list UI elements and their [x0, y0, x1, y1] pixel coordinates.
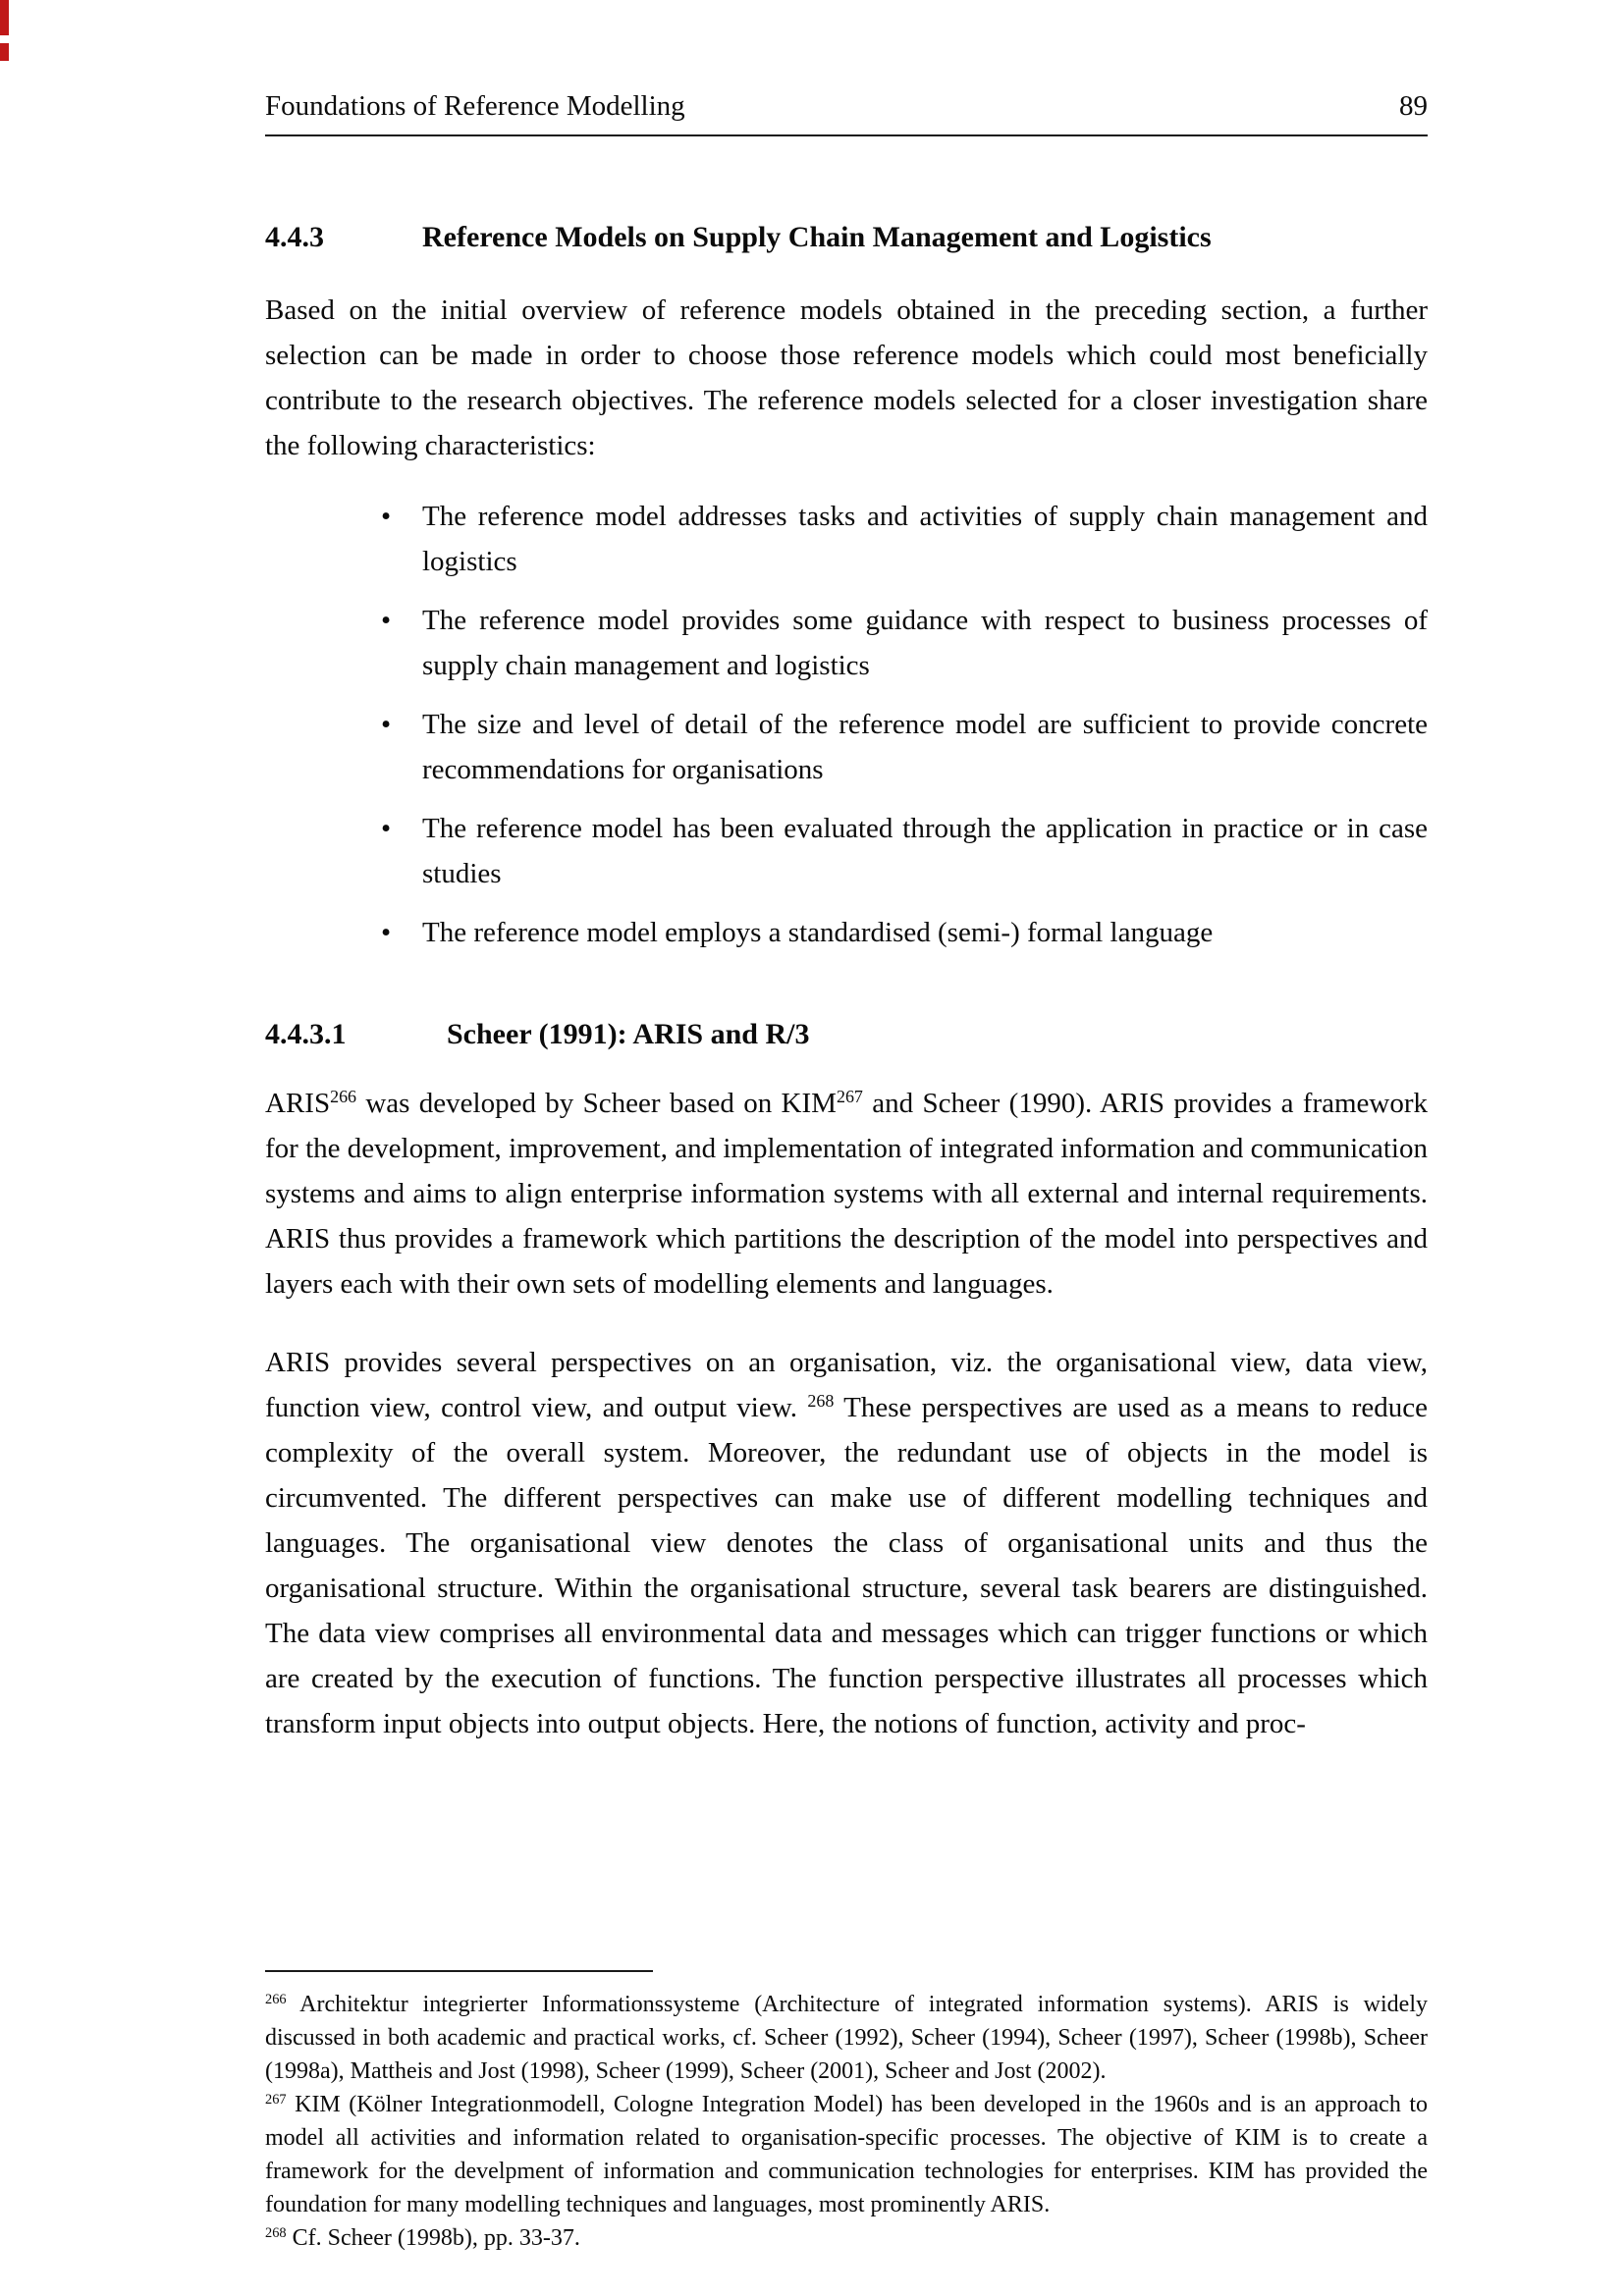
footnote-266 — [265, 1988, 1428, 2088]
footnote-ref-267: 267 — [836, 1087, 863, 1107]
footnote-ref-266: 266 — [330, 1087, 357, 1107]
paragraph-aris — [265, 1081, 1428, 1307]
footnote-268 — [265, 2221, 1428, 2255]
footnote-text: Cf. Scheer (1998b), pp. 33-37. — [292, 2225, 580, 2251]
section-title: Reference Models on Supply Chain Management and Logistics — [422, 221, 1212, 253]
footnote-267 — [265, 2088, 1428, 2221]
footnotes-section — [265, 1970, 1428, 2255]
subsection-number: 4.4.3.1 — [265, 1018, 347, 1050]
subsection-heading — [265, 1018, 1428, 1051]
page-number: 89 — [1399, 90, 1428, 122]
footnote-ref-268: 268 — [807, 1391, 835, 1412]
footnote-separator — [265, 1970, 653, 1972]
scan-edge-mark — [0, 43, 9, 61]
running-header — [265, 90, 1428, 136]
list-item: • The reference model provides some guidance with respect to business processes of supply chain management and logistics — [265, 598, 1428, 688]
criteria-bullet-list — [265, 494, 1428, 969]
footnote-marker-267: 267 — [265, 2092, 287, 2109]
subsection-title: Scheer (1991): ARIS and R/3 — [447, 1018, 810, 1050]
footnote-text: KIM (Kölner Integrationmodell, Cologne Integration Model) has been developed in the 1960s and is an approach to model all activities and information related to organisation-specific processes. The objective of KIM is to create a framework for the develpment of information and communication technologies for enterprises. KIM has provided the foundation for many modelling techniques and languages, most prominently ARIS. — [265, 2092, 1429, 2217]
footnote-marker-266: 266 — [265, 1992, 287, 2008]
list-item: • The size and level of detail of the reference model are sufficient to provide concrete recommendations for organisations — [265, 702, 1428, 792]
section-heading — [265, 221, 1428, 254]
paragraph-perspectives — [265, 1340, 1428, 1746]
text-run: ARIS — [265, 1088, 331, 1119]
text-run: was developed by Scheer based on KIM — [356, 1088, 837, 1119]
list-item: • The reference model addresses tasks and activities of supply chain management and logistics — [265, 494, 1428, 584]
list-item: • The reference model has been evaluated through the application in practice or in case studies — [265, 806, 1428, 896]
list-item: • The reference model employs a standardised (semi-) formal language — [265, 910, 1428, 955]
section-number: 4.4.3 — [265, 221, 324, 253]
footnote-marker-268: 268 — [265, 2225, 287, 2242]
text-run: and Scheer (1990). ARIS provides a framework for the development, improvement, and implementation of integrated information and communication systems and aims to align enterprise information systems with all external and internal requirements. ARIS thus provides a framework which partitions the description of the model into perspectives and layers each with their own sets of modelling elements and languages. — [265, 1088, 1429, 1300]
intro-paragraph: Based on the initial overview of reference models obtained in the preceding section, a further selection can be made in order to choose those reference models which could most beneficially contribute to the research objectives. The reference models selected for a closer investigation share the following characteristics: — [265, 294, 1428, 461]
footnote-text: Architektur integrierter Informationssysteme (Architecture of integrated information systems). ARIS is widely discussed in both academic and practical works, cf. Scheer (1992), Scheer (1994), Scheer (1997), Scheer (1998b), Scheer (1998a), Mattheis and Jost (1998), Scheer (1999), Scheer (2001), Scheer and Jost (2002). — [265, 1992, 1428, 2084]
text-run: ARIS provides several perspectives on an organisation, viz. the organisational view, data view, function view, control view, and output view. — [265, 1347, 1428, 1423]
text-run: These perspectives are used as a means to reduce complexity of the overall system. Moreover, the redundant use of objects in the model is circumvented. The different perspectives can make use of different modelling techniques and languages. The organisational view denotes the class of organisational units and thus the organisational structure. Within the organisational structure, several task bearers are distinguished. The data view comprises all environmental data and messages which can trigger functions or which are created by the execution of functions. The function perspective illustrates all processes which transform input objects into output objects. Here, the notions of function, activity and proc- — [265, 1392, 1428, 1739]
running-header-title: Foundations of Reference Modelling — [265, 90, 685, 122]
scan-edge-mark — [0, 0, 9, 35]
